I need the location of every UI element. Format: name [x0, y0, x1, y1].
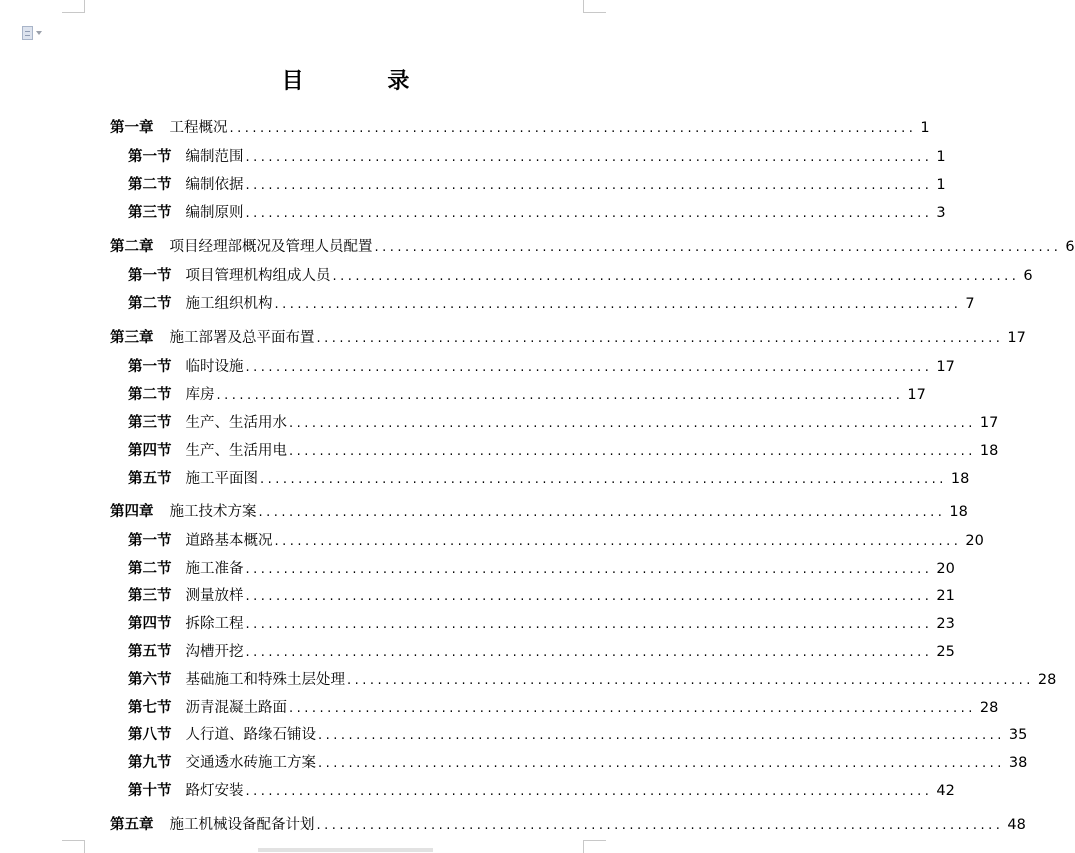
toc-entry-number: 第一章 — [110, 119, 154, 136]
toc-entry-number: 第一节 — [128, 358, 172, 375]
toc-section-entry[interactable] — [128, 293, 975, 315]
toc-section-entry[interactable] — [128, 530, 984, 552]
toc-leader-dots: .......................................................................................... — [316, 331, 1004, 346]
toc-section-entry[interactable] — [128, 174, 946, 196]
toc-entry-text: 编制依据 — [185, 177, 244, 193]
toc-section-entry[interactable] — [128, 412, 999, 434]
toc-leader-dots: .......................................................................................... — [245, 645, 933, 660]
toc-section-entry[interactable] — [128, 202, 946, 224]
toc-entry-text: 临时设施 — [185, 359, 244, 375]
toc-page-number: 17 — [979, 415, 999, 431]
toc-section-entry[interactable] — [128, 724, 1028, 746]
toc-section-entry[interactable] — [128, 613, 955, 635]
toc-entry-number: 第四章 — [110, 503, 154, 520]
toc-leader-dots: .......................................................................................... — [316, 818, 1004, 833]
toc-page-number: 18 — [949, 504, 968, 520]
toc-entry-number: 第二节 — [128, 176, 172, 193]
toc-page-number: 1 — [936, 149, 946, 165]
toc-entry-number: 第五章 — [110, 816, 154, 833]
toc-chapter-entry[interactable] — [110, 814, 1026, 836]
toc-section-entry[interactable] — [128, 780, 955, 802]
toc-page-number: 48 — [1007, 817, 1026, 833]
crop-mark-top-right — [583, 0, 606, 13]
toc-page-number: 28 — [1037, 672, 1057, 688]
toc-section-entry[interactable] — [128, 146, 946, 168]
toc-entry-number: 第四节 — [128, 442, 172, 459]
toc-entry-text: 生产、生活用电 — [185, 443, 287, 459]
toc-entry-text: 生产、生活用水 — [185, 415, 287, 431]
toc-page-number: 7 — [965, 296, 975, 312]
toc-section-entry[interactable] — [128, 265, 1033, 287]
toc-section-entry[interactable] — [128, 440, 999, 462]
toc-leader-dots: .......................................................................................... — [245, 617, 933, 632]
toc-section-entry[interactable] — [128, 585, 955, 607]
toc-entry-number: 第四节 — [128, 615, 172, 632]
toc-entry-number: 第六节 — [128, 671, 172, 688]
toc-entry-number: 第二节 — [128, 295, 172, 312]
toc-entry-text: 库房 — [185, 387, 215, 403]
toc-page-number: 3 — [936, 205, 946, 221]
toc-entry-text: 施工技术方案 — [169, 504, 257, 520]
toc-entry-number: 第九节 — [128, 754, 172, 771]
document-menu-icon[interactable] — [22, 25, 50, 41]
toc-entry-text: 项目管理机构组成人员 — [185, 268, 331, 284]
toc-leader-dots: .......................................................................................... — [374, 240, 1062, 255]
toc-leader-dots: .......................................................................................... — [245, 589, 933, 604]
crop-mark-bottom-right — [583, 840, 606, 853]
toc-leader-dots: .......................................................................................... — [216, 388, 904, 403]
toc-entry-number: 第七节 — [128, 699, 172, 716]
toc-chapter-entry[interactable] — [110, 327, 1026, 349]
toc-entry-text: 拆除工程 — [185, 616, 244, 632]
toc-entry-number: 第八节 — [128, 726, 172, 743]
toc-page-number: 20 — [965, 533, 984, 549]
toc-leader-dots: .......................................................................................... — [258, 505, 946, 520]
toc-leader-dots: .......................................................................................... — [245, 150, 933, 165]
toc-page-number: 18 — [979, 443, 999, 459]
toc-page-number: 17 — [907, 387, 926, 403]
toc-entry-number: 第一节 — [128, 148, 172, 165]
toc-chapter-entry[interactable] — [110, 117, 930, 139]
toc-leader-dots: .......................................................................................... — [318, 728, 1005, 743]
toc-page-number: 18 — [950, 471, 970, 487]
toc-page-number: 35 — [1008, 727, 1028, 743]
toc-section-entry[interactable] — [128, 356, 955, 378]
toc-entry-number: 第一节 — [128, 267, 172, 284]
toc-entry-text: 路灯安装 — [185, 783, 244, 799]
toc-entry-text: 人行道、路缘石铺设 — [185, 727, 316, 743]
toc-entry-text: 道路基本概况 — [185, 533, 273, 549]
toc-entry-text: 编制原则 — [185, 205, 244, 221]
toc-page-number: 20 — [936, 561, 955, 577]
toc-entry-text: 施工平面图 — [185, 471, 258, 487]
toc-leader-dots: .......................................................................................... — [347, 673, 1034, 688]
toc-entry-text: 基础施工和特殊土层处理 — [185, 672, 345, 688]
toc-leader-dots: .......................................................................................... — [274, 297, 962, 312]
toc-page-number: 25 — [936, 644, 955, 660]
toc-leader-dots: .......................................................................................... — [318, 756, 1005, 771]
toc-page-number: 17 — [1007, 330, 1026, 346]
toc-entry-number: 第二章 — [110, 238, 154, 255]
toc-leader-dots: .......................................................................................... — [274, 534, 962, 549]
toc-page-number: 28 — [979, 700, 999, 716]
toc-section-entry[interactable] — [128, 669, 1057, 691]
toc-entry-number: 第五节 — [128, 470, 172, 487]
toc-leader-dots: .......................................................................................... — [245, 784, 933, 799]
toc-section-entry[interactable] — [128, 468, 970, 490]
toc-entry-number: 第二节 — [128, 560, 172, 577]
toc-leader-dots: .......................................................................................... — [260, 472, 947, 487]
toc-chapter-entry[interactable] — [110, 236, 1075, 258]
toc-leader-dots: .......................................................................................... — [289, 701, 976, 716]
toc-section-entry[interactable] — [128, 384, 926, 406]
toc-page-number: 6 — [1065, 239, 1075, 255]
toc-entry-number: 第五节 — [128, 643, 172, 660]
toc-title: 目 录 — [281, 68, 448, 94]
toc-page-number: 23 — [936, 616, 955, 632]
toc-entry-number: 第一节 — [128, 532, 172, 549]
toc-section-entry[interactable] — [128, 752, 1028, 774]
chevron-down-icon — [36, 31, 42, 35]
toc-entry-text: 沥青混凝土路面 — [185, 700, 287, 716]
toc-page-number: 1 — [936, 177, 946, 193]
toc-entry-text: 施工组织机构 — [185, 296, 273, 312]
toc-page-number: 21 — [936, 588, 955, 604]
toc-section-entry[interactable] — [128, 697, 999, 719]
toc-entry-text: 测量放样 — [185, 588, 244, 604]
toc-entry-number: 第三节 — [128, 414, 172, 431]
toc-entry-number: 第二节 — [128, 386, 172, 403]
toc-leader-dots: .......................................................................................... — [245, 178, 933, 193]
toc-entry-number: 第三节 — [128, 204, 172, 221]
toc-entry-text: 交通透水砖施工方案 — [185, 755, 316, 771]
toc-entry-text: 沟槽开挖 — [185, 644, 244, 660]
toc-entry-text: 施工机械设备配备计划 — [169, 817, 315, 833]
toc-page-number: 1 — [920, 120, 930, 136]
toc-leader-dots: .......................................................................................... — [332, 269, 1020, 284]
toc-leader-dots: .......................................................................................... — [245, 562, 933, 577]
toc-section-entry[interactable] — [128, 558, 955, 580]
document-page-icon — [22, 26, 33, 40]
toc-entry-number: 第三节 — [128, 587, 172, 604]
toc-page-number: 42 — [936, 783, 955, 799]
toc-entry-text: 施工部署及总平面布置 — [169, 330, 315, 346]
toc-page-number: 38 — [1008, 755, 1028, 771]
toc-leader-dots: .......................................................................................... — [245, 360, 933, 375]
page-bottom-shadow — [258, 848, 433, 852]
toc-entry-text: 编制范围 — [185, 149, 244, 165]
toc-leader-dots: .......................................................................................... — [245, 206, 933, 221]
toc-leader-dots: .......................................................................................... — [289, 416, 976, 431]
toc-entry-number: 第三章 — [110, 329, 154, 346]
toc-entry-text: 施工准备 — [185, 561, 244, 577]
toc-entry-text: 项目经理部概况及管理人员配置 — [169, 239, 373, 255]
crop-mark-top-left — [62, 0, 85, 13]
toc-entry-number: 第十节 — [128, 782, 172, 799]
toc-leader-dots: .......................................................................................... — [229, 121, 917, 136]
crop-mark-bottom-left — [62, 840, 85, 853]
toc-page-number: 6 — [1023, 268, 1033, 284]
toc-page-number: 17 — [936, 359, 955, 375]
toc-leader-dots: .......................................................................................... — [289, 444, 976, 459]
toc-entry-text: 工程概况 — [169, 120, 228, 136]
toc-chapter-entry[interactable] — [110, 501, 968, 523]
toc-section-entry[interactable] — [128, 641, 955, 663]
